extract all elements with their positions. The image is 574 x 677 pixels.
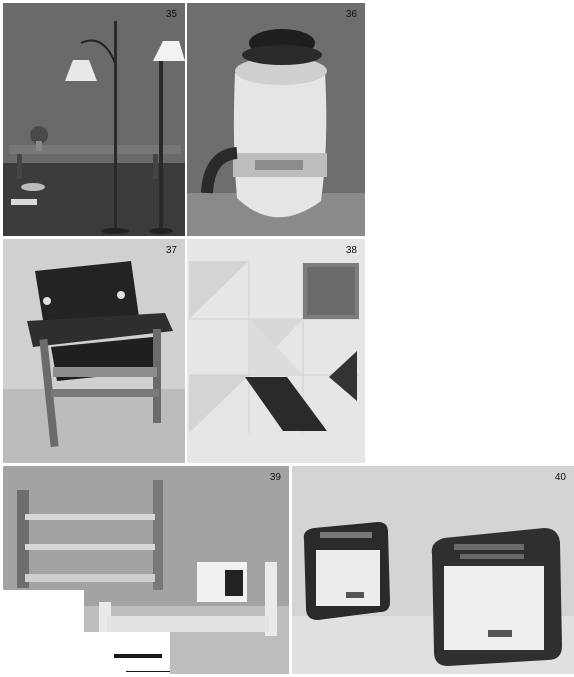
photo-40-image xyxy=(292,466,574,674)
photo-37-image xyxy=(3,239,185,463)
photo-36 xyxy=(187,3,365,236)
figure-number-35: 35 xyxy=(165,9,177,20)
photo-40 xyxy=(292,466,574,674)
photo-38 xyxy=(187,239,365,463)
photo-37 xyxy=(3,239,185,463)
photo-35-image xyxy=(3,3,185,236)
figure-number-38: 38 xyxy=(345,245,357,256)
photo-38-image xyxy=(187,239,365,463)
divider-rule-thin xyxy=(126,671,170,672)
photo-36-image xyxy=(187,3,365,236)
figure-number-36: 36 xyxy=(345,9,357,20)
figure-number-40: 40 xyxy=(554,472,566,483)
divider-rule-thick xyxy=(114,654,162,658)
photo-35 xyxy=(3,3,185,236)
figure-number-37: 37 xyxy=(165,245,177,256)
figure-number-39: 39 xyxy=(269,472,281,483)
